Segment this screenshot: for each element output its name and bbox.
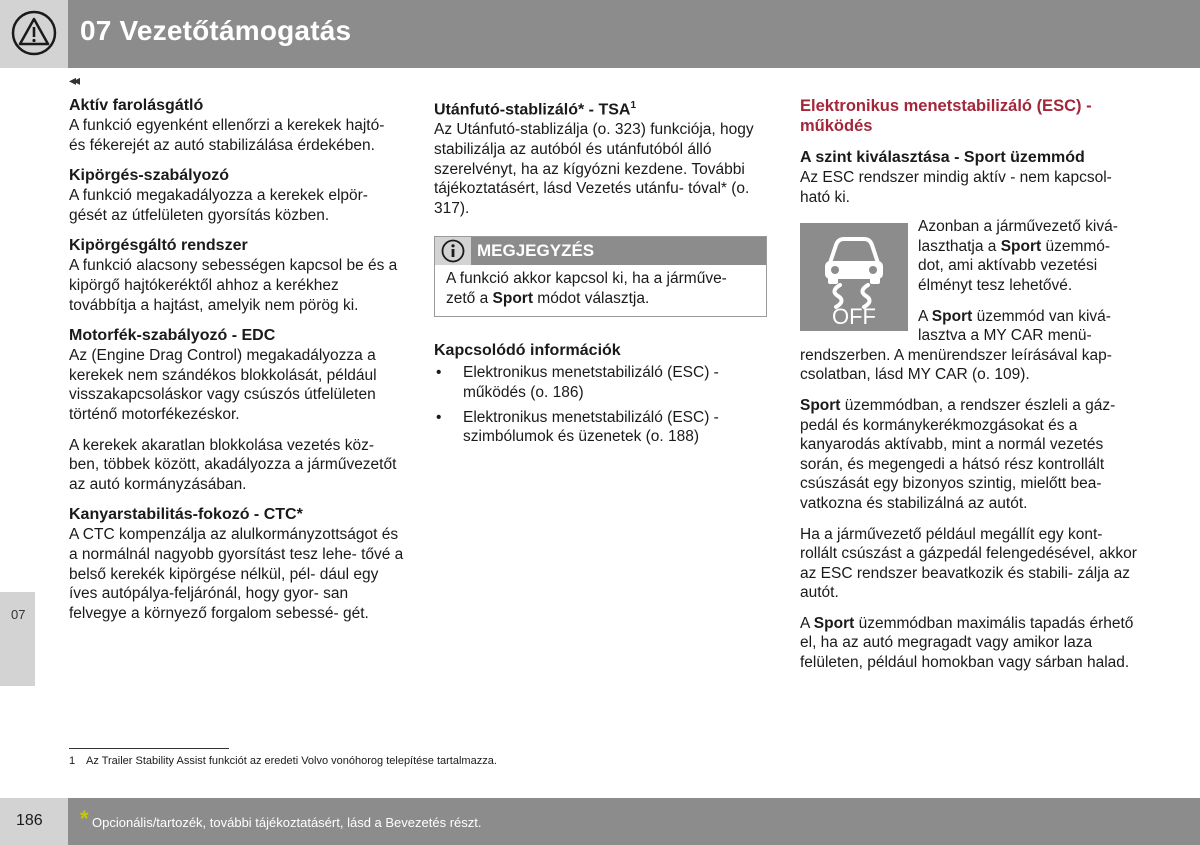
section-body: A Sport üzemmódban maximális tapadás érhető el, ha az autó megragadt vagy amikor laza felületen, például homokban vagy sárban halad. — [800, 614, 1134, 672]
page-number: 186 — [16, 812, 43, 829]
section-title: Aktív farolásgátló — [69, 97, 204, 114]
back-arrows-icon[interactable]: ◂◂ — [69, 72, 78, 88]
page-title: 07 Vezetőtámogatás — [80, 15, 352, 46]
section-ctc — [69, 505, 404, 623]
section-title: Kipörgésgáltó rendszer — [69, 237, 248, 255]
section-body: Az ESC rendszer mindig aktív - nem kapcsol- ható ki. — [800, 169, 1112, 206]
esc-off-label: OFF — [832, 304, 876, 330]
section-title: Motorfék-szabályozó - EDC — [69, 327, 276, 345]
section-body: Sport üzemmódban, a rendszer észleli a gáz- pedál és kormánykerékmozgásokat és a kanyarodás aktívabb, mint a normál vezetés során, és megengedi a hátsó rész kontrollált csúszását egy bizonyos szintig, mielőtt bea- vatkozna és stabilizálná az autót. — [800, 396, 1116, 512]
warning-triangle-icon — [11, 10, 57, 56]
section-body: Azonban a járművezető kivá- laszthatja a Sport üzemmó- dot, ami aktívabb vezetési élményt tesz lehetővé. — [918, 218, 1118, 294]
related-info-title: Kapcsolódó információk — [434, 342, 621, 360]
optional-star-icon: * — [80, 806, 89, 831]
section-body: Az (Engine Drag Control) megakadályozza a kerekek nem szándékos blokkolását, például visszakapcsoláskor vagy csúszós útfelületen történő motorfékezéskor. — [69, 347, 377, 423]
section-body: Az Utánfutó-stablizálja (o. 323) funkciója, hogy stabilizálja az autóból és utánfutóból álló szerelvényt, ha az kígyózni kezdene. További tájékoztatásért, lásd Vezetés utánfu- tóval* (o. 317). — [434, 121, 754, 217]
related-info-list — [434, 363, 769, 446]
footnote: 1 Az Trailer Stability Assist funkciót az eredeti Volvo vonóhorog telepítése tartalmazza. — [69, 755, 497, 767]
section-edc — [69, 326, 404, 494]
section-spin-control — [69, 166, 404, 225]
esc-off-icon — [800, 223, 908, 331]
section-body: A funkció alacsony sebességen kapcsol be és a kipörgő hajtókeréktől ahhoz a kerékhez továbbítja a hajtást, amelyik nem pörög ki. — [69, 257, 398, 314]
note-box — [434, 236, 767, 317]
header-icon-panel — [0, 0, 68, 68]
section-body: A Sport üzemmód van kivá- lasztva a MY CAR menü- rendszerben. A menürendszer leírásával kap- csolatban, lásd MY CAR (o. 109). — [800, 307, 1112, 384]
section-active-yaw — [69, 96, 404, 155]
section-title-esc: Elektronikus menetstabilizáló (ESC) - működés — [800, 97, 1092, 135]
column-2 — [434, 96, 769, 452]
section-title: Kipörgés-szabályozó — [69, 167, 230, 185]
footnote-divider — [69, 748, 229, 749]
related-link-esc-symbols[interactable]: • Elektronikus menetstabilizáló (ESC) - szimbólumok és üzenetek (o. 188) — [434, 408, 769, 447]
info-icon — [441, 239, 465, 263]
section-body: Ha a járművezető például megállít egy kont- rollált csúszást a gázpedál felengedésével, akkor az ESC rendszer beavatkozik és stabili- zálja az autót. — [800, 525, 1137, 602]
column-3 — [800, 96, 1140, 673]
column-1 — [69, 96, 404, 634]
footer-note: Opcionális/tartozék, további tájékoztatásért, lásd a Bevezetés részt. — [92, 815, 482, 830]
note-header — [435, 237, 766, 265]
section-body: A kerekek akaratlan blokkolása vezetés köz- ben, többek között, akadályozza a járművezetőt az autó kormányzásában. — [69, 436, 397, 493]
section-title-tsa: Utánfutó-stablizáló* - TSA$^1$ — [434, 100, 636, 119]
subsection-title: A szint kiválasztása - Sport üzemmód — [800, 149, 1085, 166]
section-traction-control — [69, 236, 404, 315]
section-title: Kanyarstabilitás-fokozó - CTC* — [69, 506, 303, 524]
section-body: A funkció egyenként ellenőrzi a kerekek hajtó- és fékerejét az autó stabilizálása érdekében. — [69, 117, 385, 154]
footnote-ref[interactable]: 1 — [630, 100, 636, 111]
esc-icon-block — [800, 217, 1140, 385]
section-body: A funkció megakadályozza a kerekek elpör- gését az útfelületen gyorsítás közben. — [69, 187, 368, 224]
note-title: MEGJEGYZÉS — [477, 241, 595, 261]
related-link-esc-operation[interactable]: • Elektronikus menetstabilizáló (ESC) - működés (o. 186) — [434, 363, 769, 402]
note-body: A funkció akkor kapcsol ki, ha a járműve- zető a Sport módot választja. — [446, 270, 727, 307]
section-body: A CTC kompenzálja az alulkormányzottságot és a normálnál nagyobb gyorsítást tesz lehe- tővé a belső kerekék kipörgése nélkül, pél- dául egy íves autópálya-feljárónál, hogy gyor- san felvegye a környező forgalom sebessé- gét. — [69, 526, 404, 622]
chapter-tab-label: 07 — [11, 607, 26, 622]
